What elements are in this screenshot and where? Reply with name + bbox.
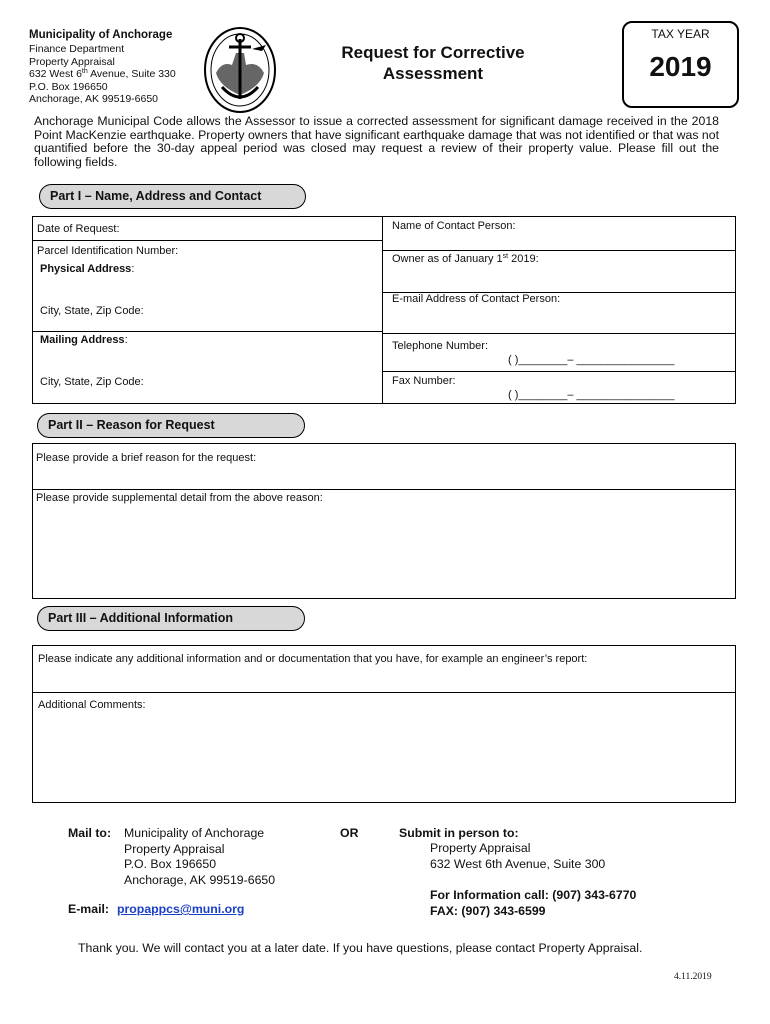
part2-box (32, 443, 736, 599)
fax-label: Fax Number: (392, 375, 456, 387)
or-label: OR (340, 826, 359, 840)
intro-paragraph: Anchorage Municipal Code allows the Assessor to issue a corrected assessment for significant damage received in the 2018 Point MacKenzie earthquake. Property owners that have significant earthquake damage that was not identified or that was not quantified before the 30-day appeal period was closed may request a review of their property value. Please fill out the following fields. (34, 114, 719, 169)
email-link[interactable]: propappcs@muni.org (117, 902, 245, 916)
po-box-line: P.O. Box 196650 (29, 80, 108, 93)
mail-address: Municipality of Anchorage Property Appraisal P.O. Box 196650 Anchorage, AK 99519-6650 (124, 826, 276, 887)
dept-line: Finance Department (29, 43, 125, 55)
email-label: E-mail: (68, 902, 109, 916)
mail-to-label: Mail to: (68, 826, 112, 840)
reason-field[interactable]: Please provide a brief reason for the request: (36, 452, 257, 464)
mailing-city-state-zip-field[interactable]: City, State, Zip Code: (40, 376, 144, 388)
physical-address-field[interactable]: Physical Address: (40, 263, 135, 275)
street-line: 632 West 6th Avenue, Suite 330 (29, 68, 176, 80)
date-of-request-field[interactable]: Date of Request: (37, 223, 120, 235)
org-address (29, 43, 176, 106)
part1-heading: Part I – Name, Address and Contact (39, 184, 306, 209)
supplemental-field[interactable]: Please provide supplemental detail from the above reason: (36, 492, 323, 504)
parcel-id-field[interactable]: Parcel Identification Number: (37, 245, 179, 257)
telephone-field[interactable]: ( )________– ________________ (508, 354, 675, 366)
division-line: Property Appraisal (29, 55, 115, 68)
part2-heading: Part II – Reason for Request (37, 413, 305, 438)
contact-name-field[interactable]: Name of Contact Person: (392, 220, 516, 232)
mailing-address-field[interactable]: Mailing Address: (40, 334, 128, 346)
submit-address: Property Appraisal 632 West 6th Avenue, Suite 300 (430, 841, 606, 871)
part3-box (32, 645, 736, 803)
part3-heading: Part III – Additional Information (37, 606, 305, 631)
telephone-label: Telephone Number: (392, 340, 489, 352)
info-phone: For Information call: (907) 343-6770 FAX: (907) 343-6599 (430, 888, 637, 918)
fax-field[interactable]: ( )________– ________________ (508, 389, 675, 401)
owner-as-of-field[interactable]: Owner as of January 1st 2019: (392, 253, 539, 265)
thank-you-note: Thank you. We will contact you at a later date. If you have questions, please contact Property Appraisal. (78, 941, 643, 955)
city-state-zip-field[interactable]: City, State, Zip Code: (40, 305, 144, 317)
form-version: 4.11.2019 (674, 972, 712, 982)
municipal-seal-icon (202, 25, 278, 115)
tax-year-value: 2019 (649, 51, 712, 82)
contact-email-field[interactable]: E-mail Address of Contact Person: (392, 293, 561, 305)
tax-year-label: TAX YEAR (651, 27, 710, 41)
city-line: Anchorage, AK 99519-6650 (29, 93, 159, 105)
org-name: Municipality of Anchorage (29, 29, 173, 41)
tax-year-box (622, 21, 739, 108)
comments-field[interactable]: Additional Comments: (38, 699, 146, 711)
form-title: Request for Corrective Assessment (341, 43, 525, 83)
submit-label: Submit in person to: (399, 826, 519, 840)
additional-info-field[interactable]: Please indicate any additional information and or documentation that you have, for example an engineer’s report: (38, 653, 588, 665)
